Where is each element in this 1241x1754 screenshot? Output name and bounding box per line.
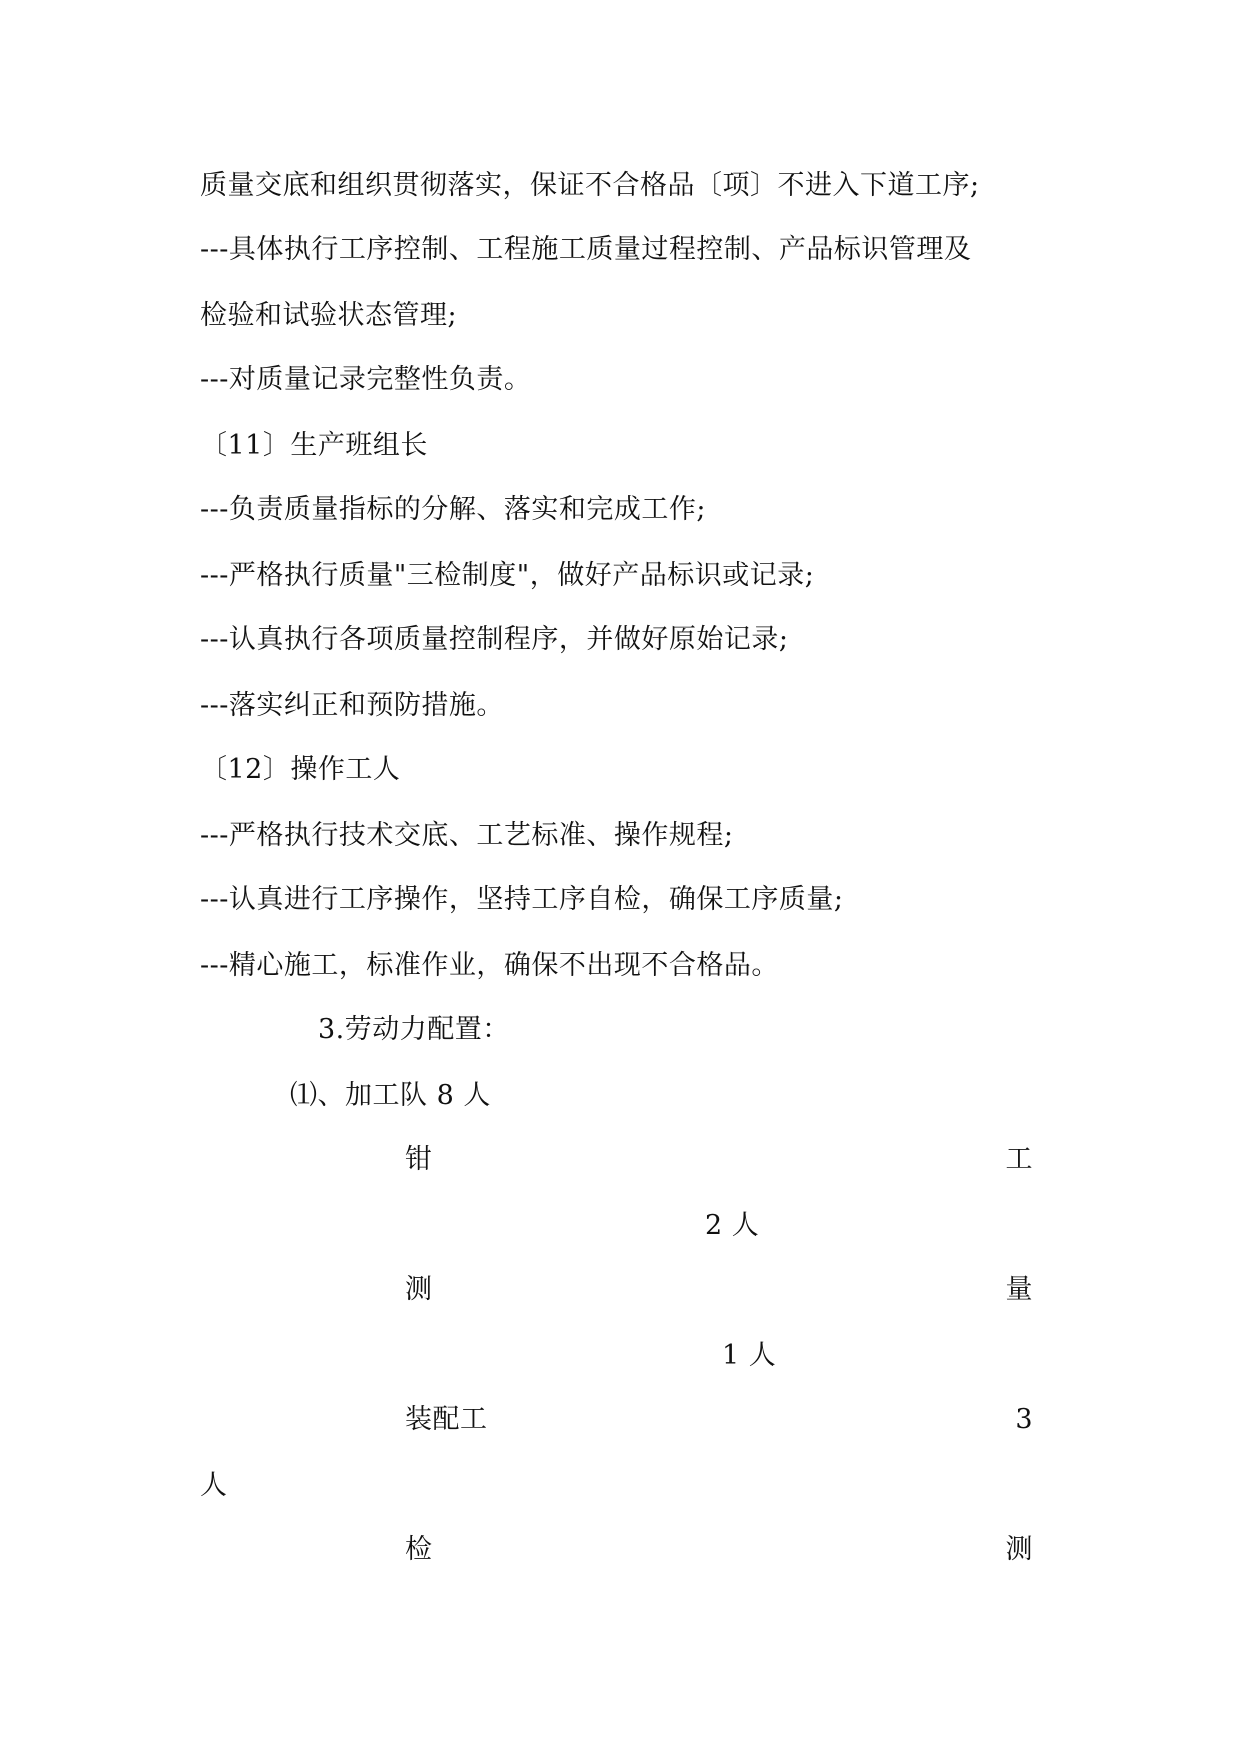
staff-row3-right: 3 — [1015, 1404, 1033, 1435]
staff-row4-left: 检 — [405, 1534, 433, 1565]
body-line-4: ---对质量记录完整性负责。 — [200, 364, 532, 395]
body-line-9: ---落实纠正和预防措施。 — [200, 690, 504, 721]
subsection-heading: ⑴、加工队 8 人 — [290, 1080, 491, 1111]
staff-row1-left: 钳 — [405, 1144, 433, 1175]
body-line-1: 质量交底和组织贯彻落实，保证不合格品〔项〕不进入下道工序; — [200, 170, 980, 201]
staff-row2-left: 测 — [405, 1274, 433, 1305]
staff-row1-count: 2 人 — [705, 1210, 760, 1241]
body-line-10: 〔12〕操作工人 — [200, 754, 401, 785]
staff-row2-right: 量 — [1005, 1274, 1033, 1305]
body-line-11: ---严格执行技术交底、工艺标准、操作规程; — [200, 820, 734, 851]
body-line-6: ---负责质量指标的分解、落实和完成工作; — [200, 494, 706, 525]
staff-row3-left: 装配工 — [405, 1404, 488, 1435]
body-line-3: 检验和试验状态管理; — [200, 300, 458, 331]
body-line-8: ---认真执行各项质量控制程序，并做好原始记录; — [200, 624, 789, 655]
body-line-13: ---精心施工，标准作业，确保不出现不合格品。 — [200, 950, 779, 981]
staff-row2-count: 1 人 — [722, 1340, 777, 1371]
staff-row4-right: 测 — [1005, 1534, 1033, 1565]
section-heading: 3.劳动力配置： — [318, 1014, 510, 1045]
body-line-7: ---严格执行质量"三检制度"，做好产品标识或记录; — [200, 560, 815, 591]
staff-row3-wrap: 人 — [200, 1470, 228, 1501]
body-line-5: 〔11〕生产班组长 — [200, 430, 428, 461]
staff-row1-right: 工 — [1005, 1144, 1033, 1175]
body-line-2: ---具体执行工序控制、工程施工质量过程控制、产品标识管理及 — [200, 234, 972, 265]
body-line-12: ---认真进行工序操作，坚持工序自检，确保工序质量; — [200, 884, 844, 915]
